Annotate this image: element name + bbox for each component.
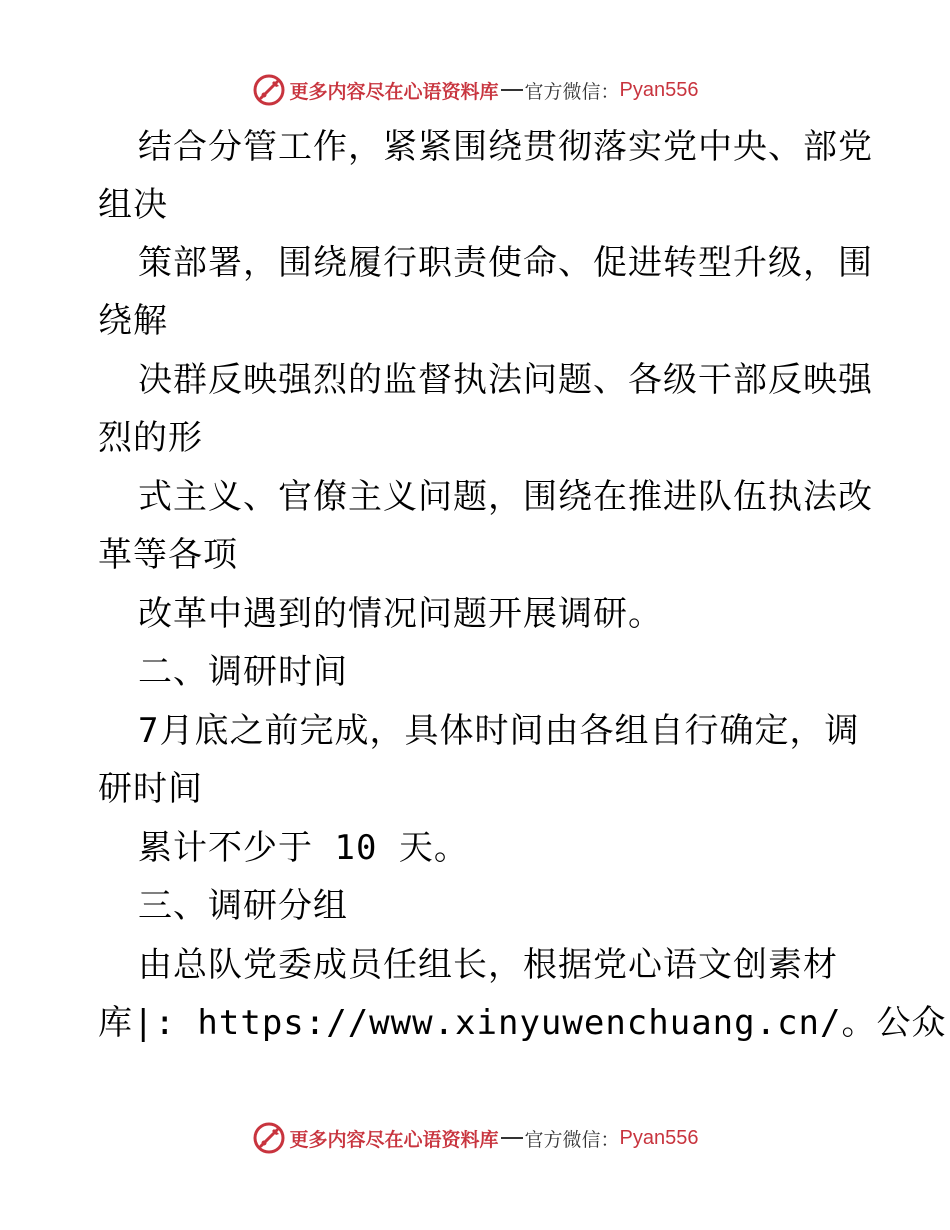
body-line-with-link: 库|: https://www.xinyuwenchuang.cn/。公众 — [98, 1003, 947, 1043]
header-banner — [0, 70, 950, 110]
body-line: 7月底之前完成，具体时间由各组自行确定，调 — [138, 711, 860, 751]
body-line: 决群反映强烈的监督执法问题、各级干部反映强 — [138, 360, 873, 400]
footer-slogan: 更多内容尽在心语资料库 — [289, 1128, 499, 1151]
footer-official-label: 官方微信： — [524, 1128, 620, 1151]
section-heading: 三、调研分组 — [138, 886, 348, 926]
body-line: 策部署，围绕履行职责使命、促进转型升级，围 — [138, 243, 873, 283]
footer-wechat-id: Pyan556 — [619, 1126, 699, 1149]
body-line: 结合分管工作，紧紧围绕贯彻落实党中央、部党 — [138, 127, 873, 167]
body-line: 烈的形 — [98, 418, 203, 458]
body-line: 由总队党委成员任组长，根据党心语文创素材 — [138, 945, 838, 985]
section-heading: 二、调研时间 — [138, 652, 348, 692]
footer-dash — [501, 1137, 523, 1139]
brand-logo-icon — [252, 1121, 286, 1155]
body-line: 绕解 — [98, 301, 168, 341]
body-line: 研时间 — [98, 769, 203, 809]
body-line: 组决 — [98, 185, 168, 225]
header-slogan: 更多内容尽在心语资料库 — [289, 80, 499, 103]
body-line: 革等各项 — [98, 535, 238, 575]
header-wechat-id: Pyan556 — [619, 78, 699, 101]
body-line: 累计不少于 10 天。 — [138, 828, 469, 868]
header-official-label: 官方微信： — [524, 80, 620, 103]
brand-logo-icon — [252, 73, 286, 107]
body-line: 改革中遇到的情况问题开展调研。 — [138, 594, 663, 634]
footer-banner — [0, 1118, 950, 1158]
header-dash — [501, 89, 523, 91]
body-line: 式主义、官僚主义问题，围绕在推进队伍执法改 — [138, 477, 873, 517]
